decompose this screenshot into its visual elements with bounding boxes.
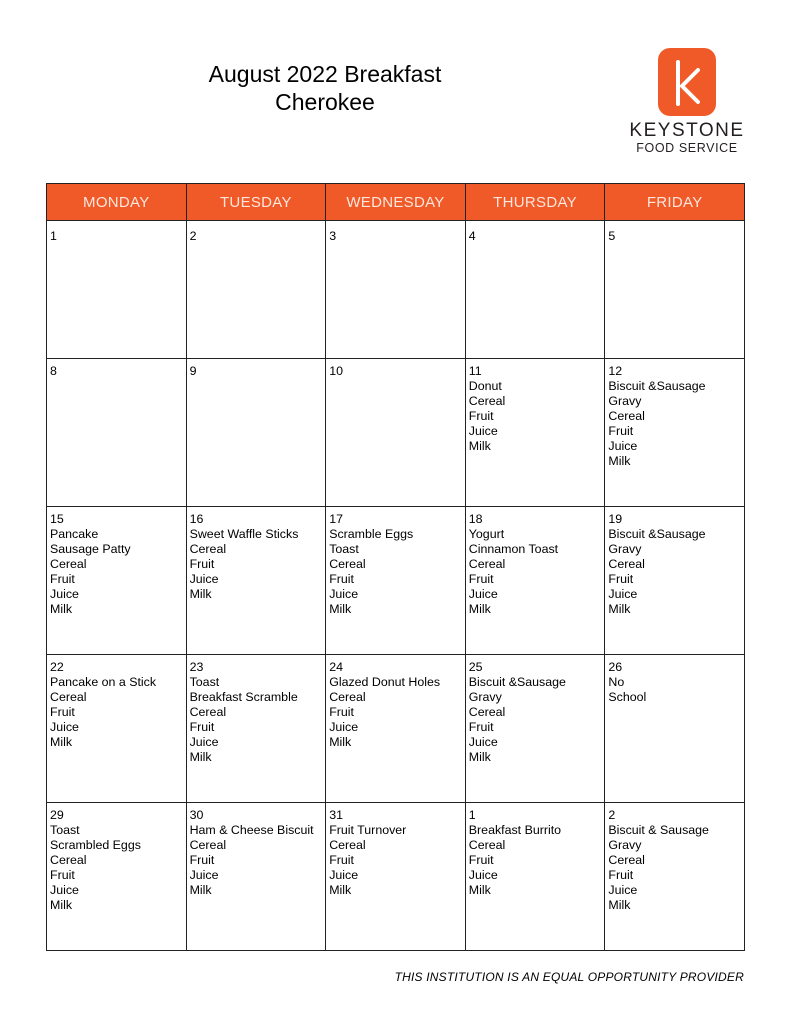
menu-item: Juice	[50, 720, 79, 734]
menu-item: Pancake	[50, 527, 99, 541]
day-date: 24	[329, 660, 343, 674]
day-cell	[465, 655, 605, 803]
menu-item: Ham & Cheese Biscuit	[189, 823, 314, 837]
menu-item: Cereal	[189, 542, 227, 556]
menu-item: Cereal	[189, 705, 227, 719]
day-cell	[186, 507, 326, 655]
menu-item: Cereal	[608, 853, 645, 867]
menu-item: Cereal	[50, 853, 87, 867]
menu-item: Milk	[468, 883, 491, 897]
day-cell	[465, 803, 605, 951]
menu-item: Fruit	[189, 853, 215, 867]
day-cell	[605, 221, 745, 359]
menu-item: Milk	[329, 602, 352, 616]
menu-item: Cereal	[608, 557, 645, 571]
day-date: 1	[50, 229, 57, 243]
day-date: 10	[329, 364, 343, 378]
menu-item: Milk	[608, 454, 631, 468]
menu-item: Donut	[468, 379, 502, 393]
day-date: 5	[608, 229, 616, 243]
menu-item: Breakfast Scramble	[189, 690, 298, 704]
menu-item: Biscuit &Sausage	[608, 527, 706, 541]
menu-item: Juice	[50, 587, 79, 601]
day-date: 11	[468, 364, 482, 378]
day-date: 15	[50, 512, 64, 526]
menu-item: Milk	[468, 750, 491, 764]
day-cell	[326, 655, 466, 803]
menu-item: Fruit	[468, 409, 494, 423]
menu-item: Cereal	[329, 838, 366, 852]
logo-k-icon	[658, 48, 716, 116]
menu-item: Fruit	[468, 572, 494, 586]
day-date: 1	[468, 808, 476, 822]
day-header-tuesday: TUESDAY	[186, 184, 326, 221]
day-header-row	[47, 184, 745, 221]
menu-item: Glazed Donut Holes	[329, 675, 441, 689]
day-cell	[47, 507, 187, 655]
menu-item: Cereal	[50, 557, 87, 571]
day-cell	[605, 359, 745, 507]
menu-item: Fruit Turnover	[329, 823, 407, 837]
menu-item: Biscuit &Sausage	[608, 379, 706, 393]
menu-item: Milk	[468, 439, 491, 453]
day-cell	[186, 221, 326, 359]
menu-item: Fruit	[329, 853, 354, 867]
menu-item: Juice	[329, 868, 359, 882]
day-cell	[186, 803, 326, 951]
day-cell	[47, 655, 187, 803]
menu-item: Milk	[608, 602, 631, 616]
day-date: 30	[189, 808, 204, 822]
menu-item: Juice	[50, 883, 79, 897]
week-row	[47, 359, 745, 507]
menu-item: Juice	[189, 868, 219, 882]
menu-item: School	[608, 690, 647, 704]
day-cell	[465, 359, 605, 507]
menu-item: Toast	[329, 542, 359, 556]
menu-item: Juice	[329, 720, 359, 734]
day-date: 8	[50, 364, 57, 378]
menu-item: Toast	[189, 675, 220, 689]
menu-item: Cereal	[50, 690, 87, 704]
day-cell	[465, 221, 605, 359]
menu-item: Gravy	[468, 690, 502, 704]
menu-item: Fruit	[468, 853, 494, 867]
logo-subtitle: FOOD SERVICE	[636, 141, 738, 155]
day-date: 18	[468, 512, 483, 526]
menu-item: Juice	[189, 735, 219, 749]
menu-item: Gravy	[608, 838, 642, 852]
menu-item: Milk	[189, 750, 212, 764]
menu-item: Milk	[50, 602, 73, 616]
menu-item: Juice	[608, 439, 638, 453]
menu-item: Fruit	[608, 424, 634, 438]
menu-item: Gravy	[608, 542, 642, 556]
calendar-body	[47, 221, 745, 951]
day-date: 12	[608, 364, 623, 378]
menu-item: Biscuit &Sausage	[468, 675, 566, 689]
menu-item: Cinnamon Toast	[468, 542, 559, 556]
day-date: 2	[189, 229, 197, 243]
day-date: 4	[468, 229, 476, 243]
menu-item: Toast	[50, 823, 80, 837]
menu-item: Milk	[50, 898, 73, 912]
menu-item: Milk	[329, 883, 352, 897]
week-row	[47, 655, 745, 803]
day-header-thursday: THURSDAY	[465, 184, 605, 221]
menu-item: Milk	[189, 883, 212, 897]
day-date: 23	[189, 660, 204, 674]
menu-item: Fruit	[50, 572, 75, 586]
menu-item: Juice	[608, 883, 638, 897]
title-line-2: Cherokee	[275, 89, 375, 115]
menu-item: Juice	[468, 424, 498, 438]
menu-item: Juice	[189, 572, 219, 586]
day-date: 31	[329, 808, 343, 822]
menu-item: Cereal	[189, 838, 227, 852]
week-row	[47, 221, 745, 359]
day-header-wednesday: WEDNESDAY	[326, 184, 466, 221]
page-title	[160, 60, 490, 116]
menu-item: Cereal	[468, 394, 506, 408]
day-date: 3	[329, 229, 337, 243]
menu-item: Breakfast Burrito	[468, 823, 562, 837]
menu-item: Juice	[468, 868, 498, 882]
menu-item: Cereal	[329, 690, 366, 704]
menu-item: Milk	[468, 602, 491, 616]
day-cell	[326, 221, 466, 359]
menu-item: Cereal	[468, 557, 506, 571]
day-cell	[605, 655, 745, 803]
menu-item: Fruit	[189, 720, 215, 734]
day-cell	[465, 507, 605, 655]
menu-item: Milk	[329, 735, 352, 749]
keystone-logo	[628, 48, 746, 156]
day-cell	[47, 359, 187, 507]
title-line-1: August 2022 Breakfast	[208, 61, 442, 87]
menu-item: Milk	[189, 587, 212, 601]
day-cell	[326, 507, 466, 655]
menu-item: Fruit	[329, 705, 354, 719]
menu-item: Sweet Waffle Sticks	[189, 527, 299, 541]
menu-item: Cereal	[468, 838, 506, 852]
menu-item: Fruit	[189, 557, 215, 571]
equal-opportunity-footer: THIS INSTITUTION IS AN EQUAL OPPORTUNITY PROVIDER	[394, 970, 744, 984]
menu-item: Biscuit & Sausage	[608, 823, 709, 837]
day-header-friday: FRIDAY	[605, 184, 745, 221]
menu-item: Fruit	[608, 868, 634, 882]
day-cell	[326, 803, 466, 951]
day-header-monday: MONDAY	[47, 184, 187, 221]
day-cell	[47, 803, 187, 951]
day-date: 25	[468, 660, 483, 674]
day-cell	[605, 507, 745, 655]
menu-item: No	[608, 675, 625, 689]
menu-item: Fruit	[608, 572, 634, 586]
day-cell	[186, 359, 326, 507]
menu-item: Pancake on a Stick	[50, 675, 157, 689]
day-date: 16	[189, 512, 204, 526]
day-date: 17	[329, 512, 343, 526]
menu-item: Cereal	[608, 409, 645, 423]
menu-item: Cereal	[468, 705, 506, 719]
menu-item: Milk	[50, 735, 73, 749]
menu-item: Juice	[468, 735, 498, 749]
day-cell	[47, 221, 187, 359]
menu-item: Juice	[329, 587, 359, 601]
day-date: 22	[50, 660, 64, 674]
week-row	[47, 507, 745, 655]
breakfast-calendar	[46, 183, 745, 951]
day-date: 26	[608, 660, 623, 674]
menu-item: Yogurt	[468, 527, 505, 541]
menu-item: Milk	[608, 898, 631, 912]
menu-item: Fruit	[50, 705, 75, 719]
logo-name: KEYSTONE	[629, 120, 745, 141]
menu-item: Juice	[468, 587, 498, 601]
menu-item: Scrambled Eggs	[50, 838, 141, 852]
menu-item: Scramble Eggs	[329, 527, 414, 541]
day-cell	[605, 803, 745, 951]
menu-item: Fruit	[468, 720, 494, 734]
menu-item: Juice	[608, 587, 638, 601]
day-date: 19	[608, 512, 623, 526]
menu-item: Gravy	[608, 394, 642, 408]
menu-item: Sausage Patty	[50, 542, 131, 556]
week-row	[47, 803, 745, 951]
day-date: 9	[189, 364, 197, 378]
menu-item: Fruit	[329, 572, 354, 586]
day-date: 2	[608, 808, 616, 822]
day-cell	[186, 655, 326, 803]
day-date: 29	[50, 808, 64, 822]
menu-item: Fruit	[50, 868, 75, 882]
day-cell	[326, 359, 466, 507]
menu-item: Cereal	[329, 557, 366, 571]
